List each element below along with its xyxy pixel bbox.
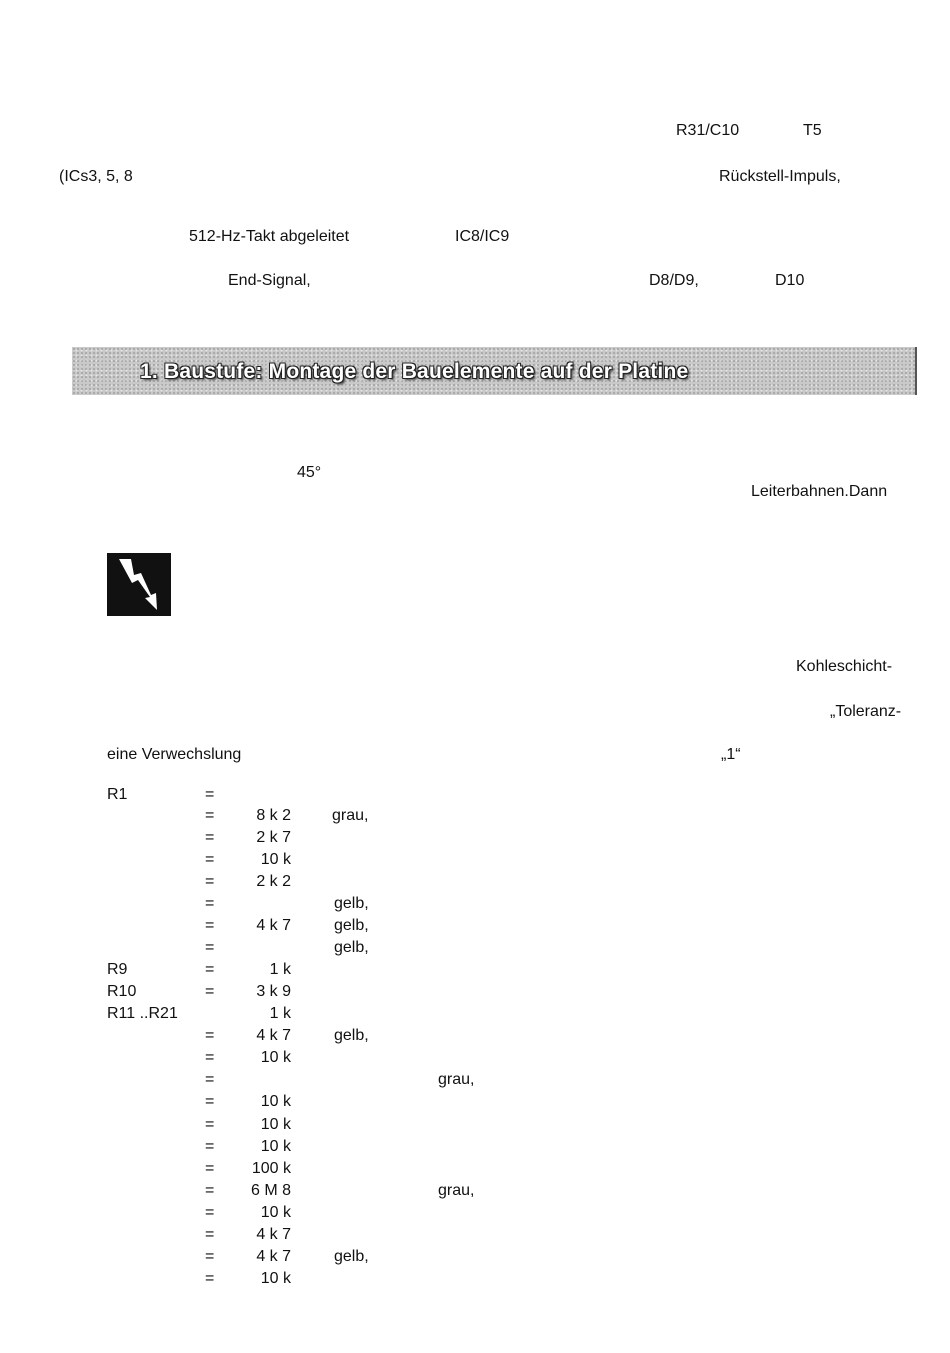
resistor-value: 10 k — [260, 1116, 291, 1133]
resistor-value: 6 M 8 — [250, 1182, 291, 1199]
resistor-color: gelb, — [334, 1248, 369, 1265]
ref-kohleschicht: Kohleschicht- — [796, 658, 893, 675]
resistor-equals: = — [205, 873, 215, 890]
resistor-color: grau, — [332, 807, 369, 824]
resistor-value: 3 k 9 — [256, 983, 291, 1000]
resistor-value: 8 k 2 — [256, 807, 291, 824]
resistor-equals: = — [205, 1138, 215, 1155]
resistor-value: 4 k 7 — [256, 917, 291, 934]
resistor-equals: = — [205, 1049, 215, 1066]
ref-quote-1: „1“ — [721, 746, 741, 763]
resistor-value: 10 k — [260, 1049, 291, 1066]
resistor-color: grau, — [438, 1071, 475, 1088]
resistor-equals: = — [205, 1071, 215, 1088]
resistor-equals: = — [205, 1248, 215, 1265]
resistor-label: R10 — [107, 983, 137, 1000]
resistor-color: gelb, — [334, 939, 369, 956]
resistor-equals: = — [205, 895, 215, 912]
resistor-color: gelb, — [334, 917, 369, 934]
resistor-color: gelb, — [334, 1027, 369, 1044]
resistor-equals: = — [205, 829, 215, 846]
resistor-value: 2 k 2 — [256, 873, 291, 890]
resistor-label: R11 ..R21 — [107, 1005, 178, 1022]
resistor-equals: = — [205, 1270, 215, 1287]
resistor-equals: = — [205, 807, 215, 824]
resistor-equals: = — [205, 1182, 215, 1199]
resistor-value: 4 k 7 — [256, 1248, 291, 1265]
ref-ic8-ic9: IC8/IC9 — [455, 228, 510, 245]
resistor-equals: = — [205, 917, 215, 934]
resistor-value: 10 k — [260, 1204, 291, 1221]
resistor-value: 10 k — [260, 1093, 291, 1110]
resistor-equals: = — [205, 961, 215, 978]
ref-end-signal: End-Signal, — [228, 272, 311, 289]
ref-45-degrees: 45° — [297, 464, 322, 481]
ref-toleranz: „Toleranz- — [830, 703, 902, 720]
resistor-color: gelb, — [334, 895, 369, 912]
resistor-equals: = — [205, 786, 215, 803]
ref-ics: (ICs3, 5, 8 — [59, 168, 133, 185]
resistor-label: R1 — [107, 786, 128, 803]
resistor-value: 10 k — [260, 1138, 291, 1155]
resistor-equals: = — [205, 983, 215, 1000]
ref-rueckstell-impuls: Rückstell-Impuls, — [719, 168, 841, 185]
resistor-value: 10 k — [260, 1270, 291, 1287]
resistor-value: 10 k — [260, 851, 291, 868]
resistor-equals: = — [205, 851, 215, 868]
resistor-value: 2 k 7 — [256, 829, 291, 846]
resistor-equals: = — [205, 1204, 215, 1221]
ref-verwechslung: eine Verwechslung — [107, 746, 242, 763]
resistor-label: R9 — [107, 961, 128, 978]
resistor-equals: = — [205, 1226, 215, 1243]
section-title: 1. Baustufe: Montage der Bauelemente auf der Platine — [140, 360, 689, 383]
ref-512hz-takt: 512-Hz-Takt abgeleitet — [189, 228, 350, 245]
resistor-value: 1 k — [269, 961, 291, 978]
resistor-equals: = — [205, 1160, 215, 1177]
resistor-value: 100 k — [251, 1160, 291, 1177]
ref-d8-d9: D8/D9, — [649, 272, 699, 289]
lightning-warning-icon — [107, 553, 171, 616]
ref-d10: D10 — [775, 272, 805, 289]
resistor-color: grau, — [438, 1182, 475, 1199]
resistor-equals: = — [205, 1027, 215, 1044]
resistor-equals: = — [205, 939, 215, 956]
resistor-value: 4 k 7 — [256, 1027, 291, 1044]
ref-leiterbahnen: Leiterbahnen.Dann — [751, 483, 888, 500]
resistor-equals: = — [205, 1116, 215, 1133]
resistor-equals: = — [205, 1093, 215, 1110]
resistor-value: 1 k — [269, 1005, 291, 1022]
ref-r31-c10: R31/C10 — [676, 122, 740, 139]
resistor-value: 4 k 7 — [256, 1226, 291, 1243]
ref-t5: T5 — [803, 122, 822, 139]
